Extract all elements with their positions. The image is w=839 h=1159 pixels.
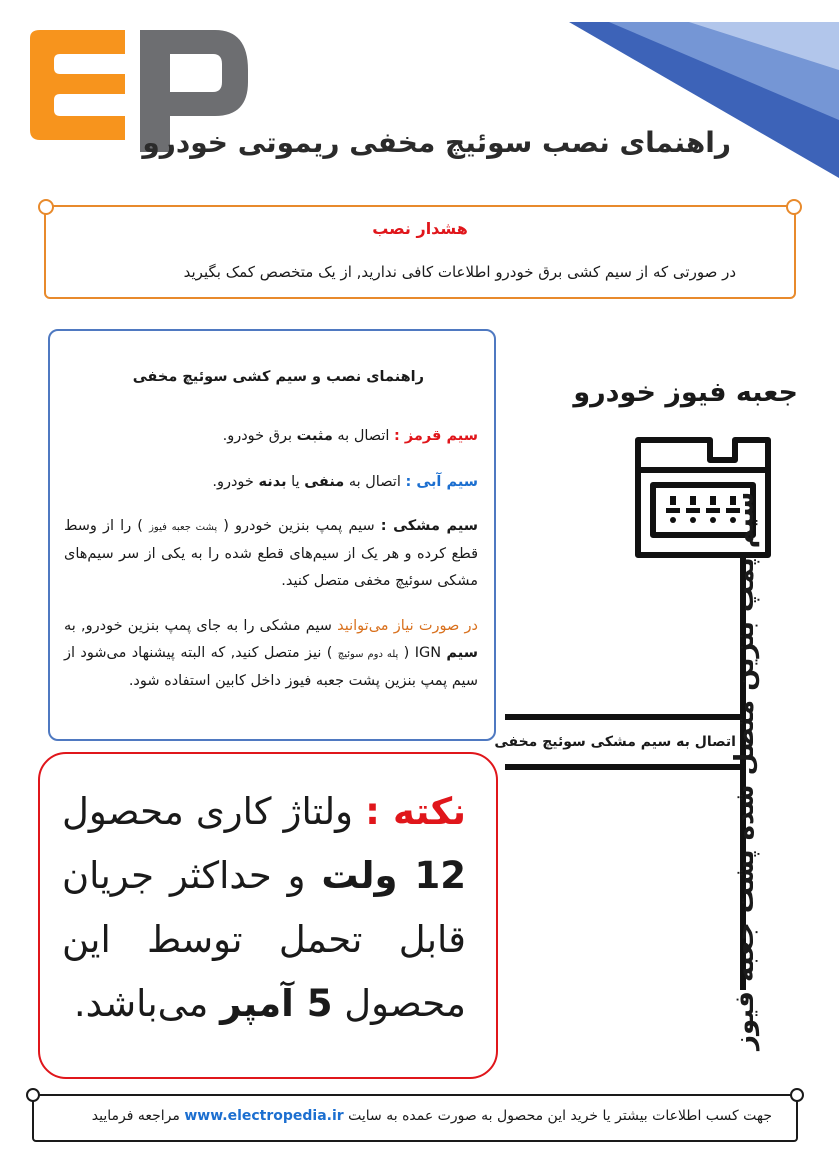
blue-wire-label: سیم آبی : — [405, 474, 478, 490]
red-wire-label: سیم قرمز : — [394, 428, 478, 444]
scroll-curl — [790, 1088, 804, 1102]
red-wire-instruction: سیم قرمز : اتصال به مثبت برق خودرو. — [222, 428, 478, 444]
scroll-curl — [786, 199, 802, 215]
fuse-box-top-outline — [638, 440, 768, 470]
note-label: نکته : — [365, 790, 466, 833]
fuse-icons — [666, 496, 740, 523]
website-link[interactable]: www.electropedia.ir — [184, 1108, 344, 1124]
scroll-curl — [38, 199, 54, 215]
warning-banner — [44, 205, 796, 299]
fuel-pump-wire-label: سیم پمپ بنزین متصل شده پشت جعبه فیوز — [730, 491, 760, 1050]
guide-heading: راهنمای نصب و سیم کشی سوئیچ مخفی — [132, 369, 424, 385]
footer-text: جهت کسب اطلاعات بیشتر یا خرید این محصول به صورت عمده به سایت www.electropedia.ir مراجعه فرمایید — [91, 1108, 772, 1124]
optional-instruction: در صورت نیاز می‌توانید سیم مشکی را به جای پمپ بنزین خودرو, به سیم IGN ( پله دوم سوئیچ ) نیز متصل کنید, که البته پیشنهاد می‌شود از سیم پمپ بنزین پشت جعبه فیوز داخل کابین استفاده شود. — [64, 618, 478, 689]
blue-wire-instruction: سیم آبی : اتصال به منفی یا بدنه خودرو. — [212, 474, 478, 490]
note-box — [38, 752, 498, 1079]
black-wire-label: سیم مشکی : — [380, 518, 479, 534]
footer-banner — [32, 1094, 798, 1142]
warning-body: در صورتی که از سیم کشی برق خودرو اطلاعات کافی ندارید, از یک متخصص کمک بگیرید — [183, 263, 736, 281]
optional-highlight: در صورت نیاز می‌توانید — [337, 618, 478, 634]
fuse-box-title: جعبه فیوز خودرو — [573, 377, 798, 408]
black-wire-instruction: سیم مشکی : سیم پمپ بنزین خودرو ( پشت جعبه فیوز ) را از وسط قطع کرده و هر یک از سیم‌های قطع شده را به یکی از سر سیم‌های مشکی سوئیچ مخفی متصل کنید. — [64, 518, 479, 589]
note-text: نکته : ولتاژ کاری محصول 12 ولت و حداکثر جریان قابل تحمل توسط این محصول 5 آمپر می‌باشد. — [62, 790, 466, 1025]
warning-title: هشدار نصب — [372, 219, 468, 238]
page-title: راهنمای نصب سوئیچ مخفی ریموتی خودرو — [142, 126, 731, 159]
connection-label: اتصال به سیم مشکی سوئیچ مخفی — [494, 734, 736, 750]
scroll-curl — [26, 1088, 40, 1102]
wiring-guide — [48, 329, 496, 741]
